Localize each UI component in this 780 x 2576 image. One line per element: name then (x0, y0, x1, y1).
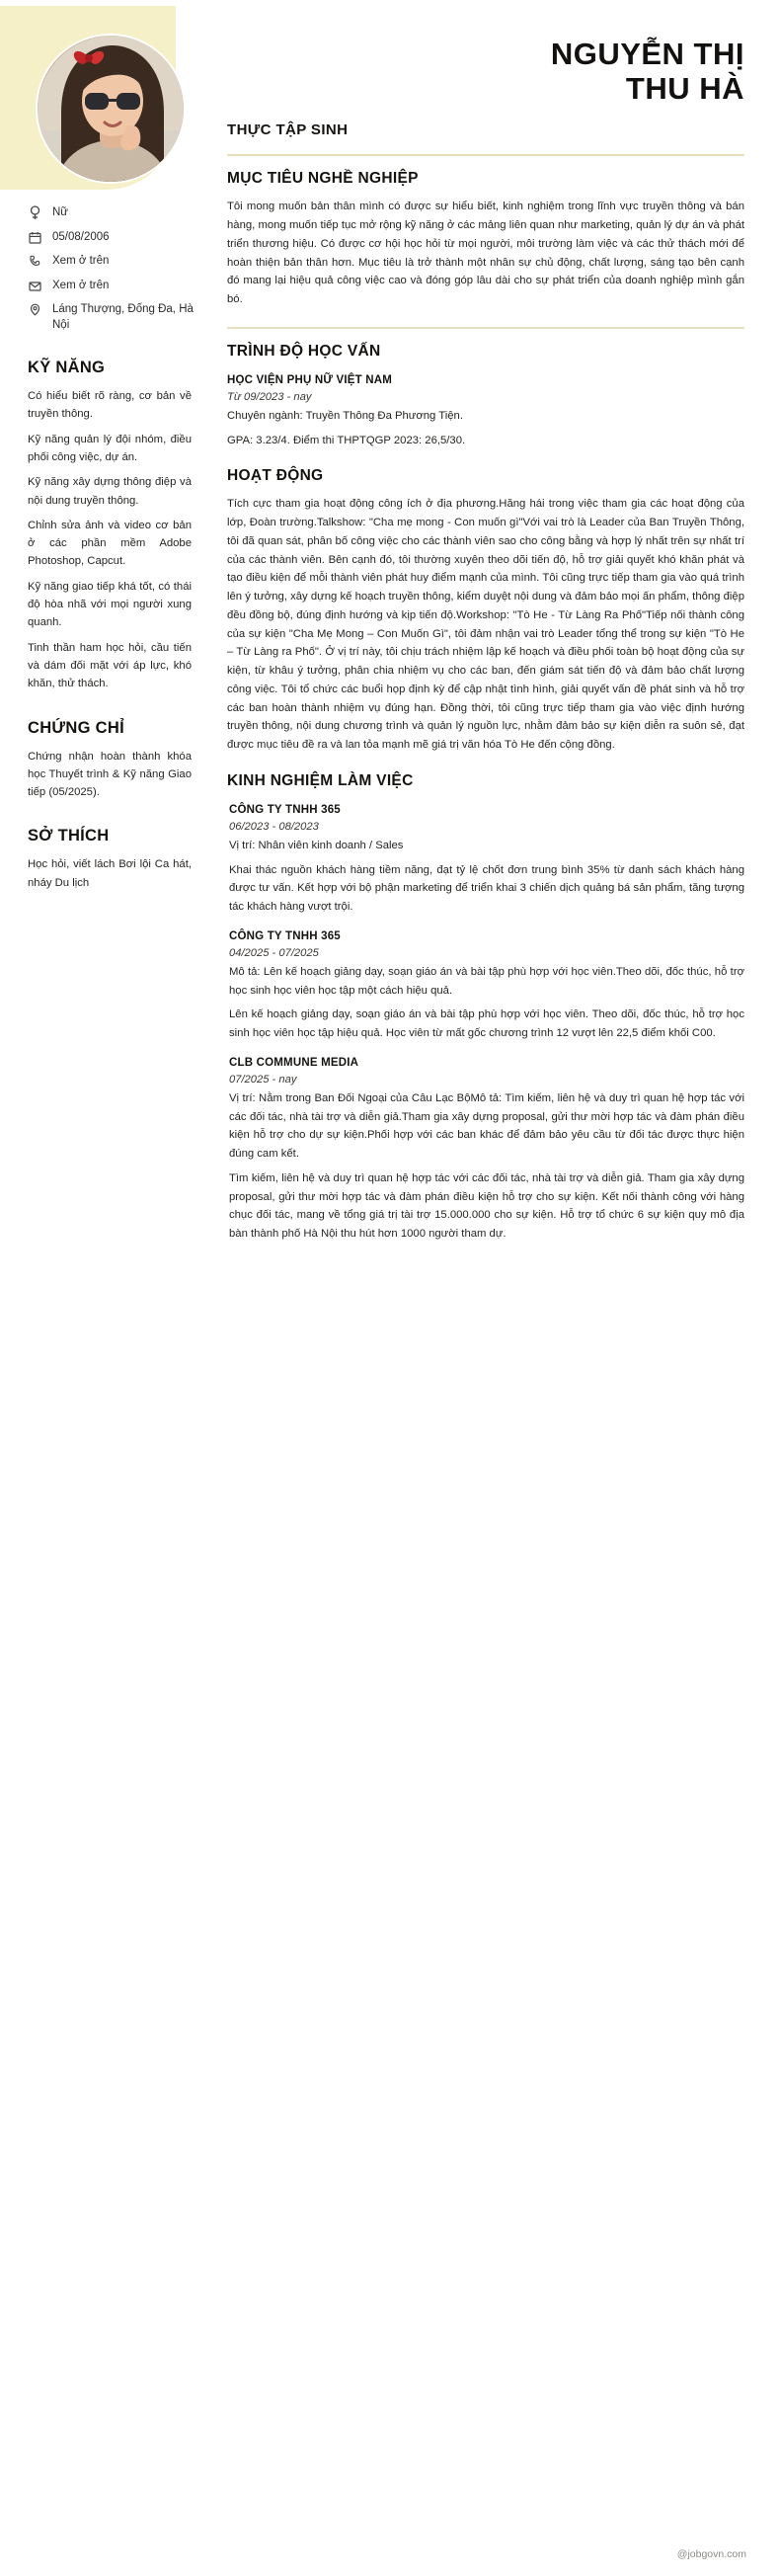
section-title-certificates: CHỨNG CHỈ (28, 718, 124, 737)
gender-icon (28, 205, 42, 220)
education-major: Chuyên ngành: Truyền Thông Đa Phương Tiện. (227, 409, 463, 422)
career-objective-text: Tôi mong muốn bản thân mình có được sự hiểu biết, kinh nghiệm trong lĩnh vực truyền thông và bán hàng, mong muốn tiếp tục mở rộng kỹ năng ở các mảng liên quan như marketing, quản lý dự án và phát triển thương hiệu. Có được cơ hội học hỏi từ mọi người, môi trường làm việc và các thử thách mới để hoàn thiện bản thân hơn. Mục tiêu là trở thành một nhân sự chủ động, chất lượng, sáng tạo bên cạnh đó mang lại hiệu quả công việc cao và đóng góp lâu dài cho sự phát triển của doanh nghiệp mình gắn bó. (227, 201, 744, 306)
education-school: HỌC VIỆN PHỤ NỮ VIỆT NAM (227, 373, 393, 386)
location-icon (28, 302, 42, 317)
right-column (197, 18, 744, 1261)
section-title-career-objective: MỤC TIÊU NGHỀ NGHIỆP (227, 170, 419, 188)
contact-email-text: Xem ở trên (52, 279, 110, 291)
experience-company: CLB COMMUNE MEDIA (229, 1056, 359, 1069)
contact-address-text: Láng Thượng, Đống Đa, Hà Nội (52, 303, 194, 331)
name-line-2: THU HÀ (625, 70, 744, 106)
section-title-interests: SỞ THÍCH (28, 827, 110, 845)
experience-period: 06/2023 - 08/2023 (229, 820, 319, 833)
experience-detail: Lên kế hoạch giảng dạy, soạn giáo án và bài tập phù hợp với học viên. Theo dõi, đốc thúc, hỗ trợ học sinh học viên học tập hiệu quả. Học viên từ mất gốc chương trình 12 vượt lên 22,5 điểm khối C00. (229, 1008, 744, 1040)
mail-icon (28, 279, 42, 293)
activities-text: Tích cực tham gia hoạt động công ích ở địa phương.Hăng hái trong việc tham gia các hoạt động của lớp, Đoàn trường.Talkshow: "Cha mẹ mong - Con muốn gì"Với vai trò là Leader của Ban Truyền Thông, tôi đã quan sát, phân bố công việc cho các thành viên sao cho công bằng và hợp lý nhất trên sự nhất trí của các thành viên. Bên cạnh đó, tôi thường xuyên theo dõi tiến độ, hỗ trợ giải quyết khó khăn phát và tạo điều kiện để mỗi thành viên phát huy điểm mạnh của mình. Tôi cũng trực tiếp tham gia vào quá trình lên ý tưởng, xây dựng kế hoạch truyền thông, kiểm duyệt nội dung và đảm bảo mọi ấn phẩm, thông điệp đều đồng bộ, đúng định hướng và kịp tiến độ.Workshop: "Tò He - Từ Làng Ra Phố"Tiếp nối thành công của sự kiện "Cha Mẹ Mong – Con Muốn Gì", tôi đảm nhận vai trò Leader tổng thể trong sự kiện "Tò He – Từ Làng ra Phố". Ở vị trí này, tôi chịu trách nhiệm lập kế hoạch và điều phối toàn bộ hoạt động của sự kiện, từ khâu ý tưởng, phân chia nhiệm vụ cho các ban, đến giám sát tiến độ và đảm bảo chất lượng công việc. Tôi tổ chức các buổi họp định kỳ để cập nhật tình hình, giải quyết vấn đề phát sinh và hỗ trợ các ban hoàn thành nhiệm vụ đúng hạn. Đồng thời, tôi cũng trực tiếp tham gia vào việc định hướng truyền thông, nội dung chương trình và quản lý nguồn lực, nhằm đảm bảo sự kiện diễn ra suôn sẻ, đạt được mục tiêu đề ra và lan tỏa mạnh mẽ giá trị văn hóa Tò He đến cộng đồng. (227, 498, 744, 752)
contact-phone-text: Xem ở trên (52, 255, 110, 268)
section-career-objective (227, 170, 744, 309)
avatar-wrapper (36, 34, 186, 184)
experience-company: CÔNG TY TNHH 365 (229, 803, 341, 816)
divider (227, 154, 744, 156)
section-activities (227, 467, 744, 755)
experience-position: Vị trí: Nhân viên kinh doanh / Sales (229, 839, 404, 851)
section-education (227, 343, 744, 450)
skills-line: Chỉnh sửa ảnh và video cơ bản ở các phần mềm Adobe Photoshop, Capcut. (28, 519, 192, 568)
certificate-line: Chứng nhận hoàn thành khóa học Thuyết trình & Kỹ năng Giao tiếp (05/2025). (28, 750, 192, 799)
contact-item-email (28, 279, 197, 294)
watermark (677, 2548, 746, 2560)
contact-item-birthdate (28, 230, 197, 246)
section-experience (227, 772, 744, 1244)
experience-period: 07/2025 - nay (229, 1073, 297, 1086)
page-title (227, 38, 744, 106)
experience-item (227, 930, 744, 1043)
skills-line: Tinh thần ham học hỏi, cầu tiến và dám đối mặt với áp lực, khó khăn, thử thách. (28, 641, 192, 690)
contact-item-gender (28, 205, 197, 221)
phone-icon (28, 254, 42, 269)
experience-position: Mô tả: Lên kế hoạch giảng dạy, soạn giáo án và bài tập phù hợp với học viên.Theo dõi, đốc thúc, hỗ trợ học sinh học viên học tập một cách hiệu quả. (229, 965, 744, 997)
contact-item-address (28, 302, 197, 333)
left-column (0, 18, 197, 899)
skills-line: Kỹ năng xây dựng thông điệp và nội dung truyền thông. (28, 476, 192, 507)
experience-item (227, 1057, 744, 1244)
experience-detail: Tìm kiếm, liên hệ và duy trì quan hệ hợp tác với các đối tác, nhà tài trợ và diễn giả. Tham gia xây dựng proposal, gửi thư mời hợp tác và đàm phán điều kiện hỗ trợ cho sự kiện. Kết nối thành công với hàng chục đối tác, mang về tổng giá trị tài trợ 15.000.000 cho sự kiện. Hỗ trợ tổ chức 6 sự kiện quy mô địa bàn thành phố Hà Nội thu hút hơn 1000 người tham dự. (229, 1171, 744, 1241)
experience-detail: Khai thác nguồn khách hàng tiềm năng, đạt tỷ lệ chốt đơn trung bình 35% từ danh sách khách hàng được tư vấn. Kết hợp với bộ phận marketing để triển khai 3 chiến dịch quảng bá sản phẩm, tăng tượng tác khách hàng vượt trội. (229, 863, 744, 914)
divider (227, 327, 744, 329)
experience-position: Vị trí: Nằm trong Ban Đối Ngoại của Câu Lạc BộMô tả: Tìm kiếm, liên hệ và duy trì quan hệ hợp tác với các đối tác, nhà tài trợ và diễn giả.Tham gia xây dựng proposal, gửi thư mời hợp tác và đàm phán điều kiện hỗ trợ cho dự sự kiện.Phối hợp với các ban khác để đảm bảo yêu cầu từ đối tác được thực hiện đúng cam kết. (229, 1091, 744, 1161)
education-period: Từ 09/2023 - nay (227, 390, 312, 403)
skills-line: Kỹ năng quản lý đội nhóm, điều phối công việc, dự án. (28, 433, 192, 463)
resume-sheet (0, 18, 780, 1261)
experience-item (227, 804, 744, 917)
section-title-activities: HOẠT ĐỘNG (227, 467, 324, 485)
skills-line: Có hiểu biết rõ ràng, cơ bản về truyền thông. (28, 390, 192, 421)
education-gpa: GPA: 3.23/4. Điểm thi THPTQGP 2023: 26,5/30. (227, 434, 466, 446)
watermark-text: @jobgovn.com (676, 2548, 746, 2560)
experience-company: CÔNG TY TNHH 365 (229, 929, 341, 942)
calendar-icon (28, 230, 42, 245)
section-title-education: TRÌNH ĐỘ HỌC VẤN (227, 342, 381, 360)
contact-list (24, 205, 197, 333)
contact-birthdate-text: 05/08/2006 (52, 230, 110, 243)
contact-item-phone (28, 254, 197, 270)
skills-line: Kỹ năng giao tiếp khá tốt, có thái độ hòa nhã với mọi người xung quanh. (28, 580, 192, 629)
experience-period: 04/2025 - 07/2025 (229, 946, 319, 959)
contact-gender-text: Nữ (52, 206, 69, 218)
name-line-1: NGUYỄN THỊ (550, 37, 744, 71)
job-role: THỰC TẬP SINH (227, 121, 349, 139)
avatar (36, 34, 186, 184)
section-title-experience: KINH NGHIỆM LÀM VIỆC (227, 771, 414, 789)
interests-line: Học hỏi, viết lách Bơi lội Ca hát, nháy Du lịch (28, 858, 192, 889)
section-title-skills: KỸ NĂNG (28, 359, 106, 377)
